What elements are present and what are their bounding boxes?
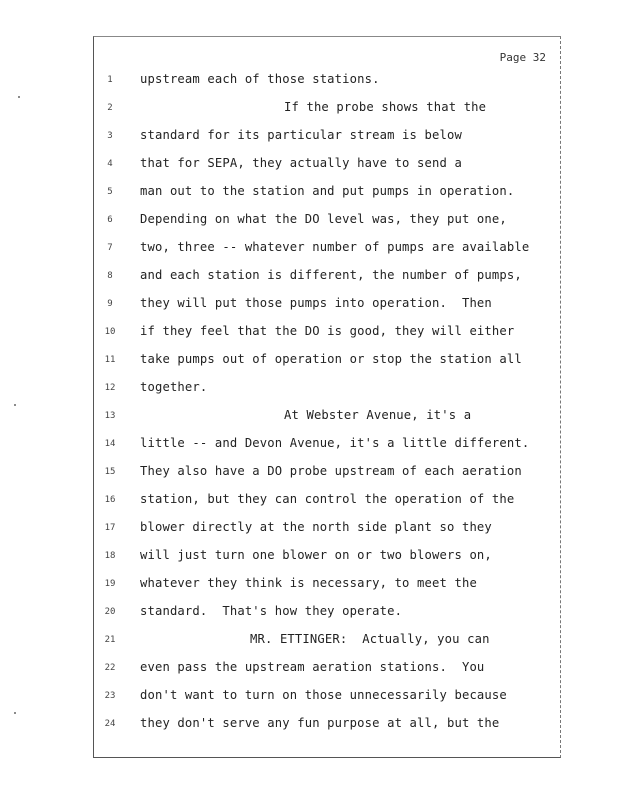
line-text: upstream each of those stations.: [140, 72, 380, 86]
transcript-line: [94, 519, 560, 539]
transcript-line: [94, 575, 560, 595]
transcript-line: [94, 659, 560, 679]
line-text: MR. ETTINGER: Actually, you can: [250, 632, 490, 646]
line-number: 22: [104, 663, 116, 673]
line-number: 13: [104, 411, 116, 421]
line-text: Depending on what the DO level was, they put one,: [140, 212, 507, 226]
transcript-line: [94, 715, 560, 735]
page-number: Page 32: [499, 51, 546, 64]
line-number: 11: [104, 355, 116, 365]
line-text: and each station is different, the number of pumps,: [140, 268, 522, 282]
transcript-line: [94, 351, 560, 371]
scan-speck: [14, 712, 16, 714]
line-number: 14: [104, 439, 116, 449]
transcript-line: [94, 127, 560, 147]
transcript-line: [94, 155, 560, 175]
line-text: They also have a DO probe upstream of each aeration: [140, 464, 522, 478]
line-text: blower directly at the north side plant so they: [140, 520, 492, 534]
transcript-line: [94, 603, 560, 623]
line-text: man out to the station and put pumps in operation.: [140, 184, 515, 198]
transcript-line: [94, 183, 560, 203]
line-number: 23: [104, 691, 116, 701]
line-number: 8: [107, 271, 113, 281]
line-text: standard for its particular stream is below: [140, 128, 462, 142]
line-number: 7: [107, 243, 113, 253]
transcript-line: [94, 687, 560, 707]
scan-speck: [18, 96, 20, 98]
line-number: 9: [107, 299, 113, 309]
line-number: 17: [104, 523, 116, 533]
transcript-line: [94, 547, 560, 567]
line-text: they will put those pumps into operation. Then: [140, 296, 492, 310]
line-text: whatever they think is necessary, to meet the: [140, 576, 477, 590]
line-text: that for SEPA, they actually have to send a: [140, 156, 462, 170]
line-number: 5: [107, 187, 113, 197]
line-text: they don't serve any fun purpose at all, but the: [140, 716, 500, 730]
line-text: even pass the upstream aeration stations. You: [140, 660, 485, 674]
line-text: station, but they can control the operation of the: [140, 492, 515, 506]
line-text: standard. That's how they operate.: [140, 604, 403, 618]
transcript-line: [94, 295, 560, 315]
transcript-line: [94, 379, 560, 399]
line-number: 3: [107, 131, 113, 141]
transcript-line: [94, 631, 560, 651]
line-number: 19: [104, 579, 116, 589]
line-text: don't want to turn on those unnecessarily because: [140, 688, 507, 702]
line-number: 2: [107, 103, 113, 113]
transcript-line: [94, 239, 560, 259]
transcript-line: [94, 211, 560, 231]
line-text: If the probe shows that the: [284, 100, 487, 114]
transcript-line: [94, 463, 560, 483]
line-number: 21: [104, 635, 116, 645]
line-text: At Webster Avenue, it's a: [284, 408, 472, 422]
transcript-line: [94, 491, 560, 511]
line-number: 4: [107, 159, 113, 169]
line-number: 24: [104, 719, 116, 729]
line-text: together.: [140, 380, 208, 394]
line-number: 12: [104, 383, 116, 393]
transcript-line: [94, 407, 560, 427]
transcript-page: [93, 36, 561, 758]
transcript-line: [94, 323, 560, 343]
line-number: 6: [107, 215, 113, 225]
line-text: if they feel that the DO is good, they will either: [140, 324, 515, 338]
transcript-line: [94, 71, 560, 91]
scan-speck: [14, 404, 16, 406]
transcript-line: [94, 267, 560, 287]
line-text: little -- and Devon Avenue, it's a little different.: [140, 436, 530, 450]
line-text: take pumps out of operation or stop the station all: [140, 352, 522, 366]
transcript-line: [94, 99, 560, 119]
line-text: two, three -- whatever number of pumps are available: [140, 240, 530, 254]
transcript-line: [94, 435, 560, 455]
line-number: 16: [104, 495, 116, 505]
line-number: 18: [104, 551, 116, 561]
line-number: 15: [104, 467, 116, 477]
line-number: 1: [107, 75, 113, 85]
line-number: 20: [104, 607, 116, 617]
line-number: 10: [104, 327, 116, 337]
line-text: will just turn one blower on or two blowers on,: [140, 548, 492, 562]
